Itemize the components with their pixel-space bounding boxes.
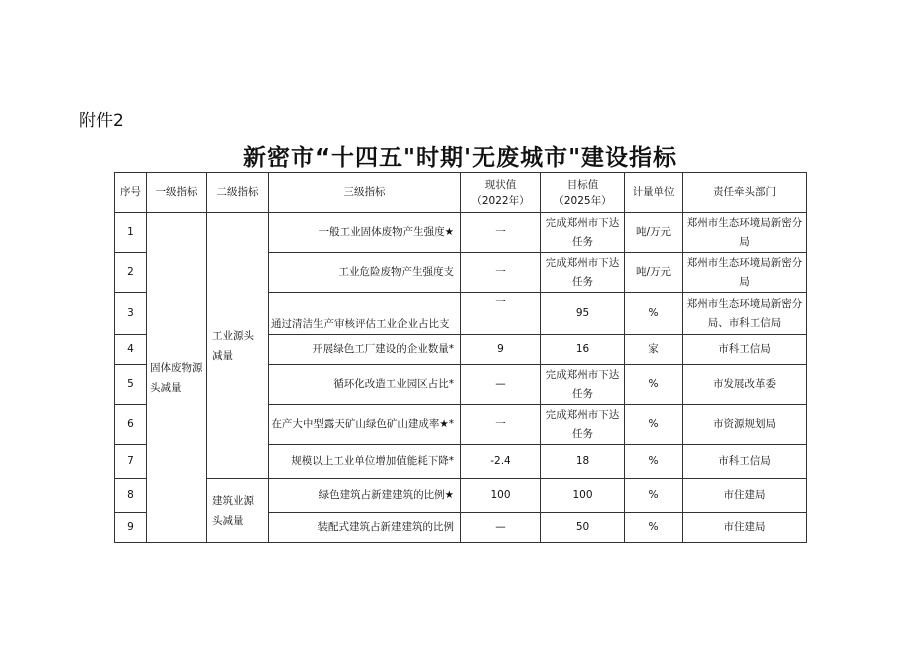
attachment-label: 附件2 (79, 111, 124, 131)
cell-unit: 家 (625, 335, 683, 365)
cell-unit: % (625, 445, 683, 479)
cell-target: 18 (541, 445, 625, 479)
cell-unit: % (625, 365, 683, 405)
cell-dept: 郑州市生态环境局新密分局、市科工信局 (683, 293, 807, 335)
cell-current: -2.4 (461, 445, 541, 479)
cell-unit: 吨/万元 (625, 253, 683, 293)
cell-current: 9 (461, 335, 541, 365)
header-level1: 一级指标 (147, 173, 207, 213)
header-unit: 计量单位 (625, 173, 683, 213)
header-current-main: 现状值 (484, 178, 517, 191)
cell-seq: 9 (115, 513, 147, 543)
cell-indicator: 绿色建筑占新建建筑的比例★ (269, 479, 461, 513)
cell-indicator: 工业危险废物产生强度支 (269, 253, 461, 293)
cell-current: 100 (461, 479, 541, 513)
cell-current: 一 (461, 253, 541, 293)
header-target-sub: （2025年） (553, 194, 612, 207)
header-target (541, 173, 625, 213)
cell-dept: 市发展改革委 (683, 365, 807, 405)
header-level2: 二级指标 (207, 173, 269, 213)
cell-dept: 市科工信局 (683, 335, 807, 365)
cell-current: 一 (461, 405, 541, 445)
table-row (115, 213, 807, 253)
cell-unit: 吨/万元 (625, 213, 683, 253)
cell-target: 完成郑州市下达任务 (541, 405, 625, 445)
header-level3: 三级指标 (269, 173, 461, 213)
cell-current: 一 (461, 293, 541, 335)
cell-seq: 5 (115, 365, 147, 405)
cell-unit: % (625, 479, 683, 513)
cell-target: 完成郑州市下达任务 (541, 365, 625, 405)
header-dept: 责任牵头部门 (683, 173, 807, 213)
cell-target: 完成郑州市下达任务 (541, 213, 625, 253)
header-current-sub: （2022年） (471, 194, 530, 207)
table-header-row (115, 173, 807, 213)
cell-indicator: 装配式建筑占新建建筑的比例 (269, 513, 461, 543)
cell-current: 一 (461, 213, 541, 253)
cell-indicator: 通过清洁生产审核评估工业企业占比支 (269, 293, 461, 335)
cell-dept: 郑州市生态环境局新密分局 (683, 213, 807, 253)
cell-indicator: 在产大中型露天矿山绿色矿山建成率★* (269, 405, 461, 445)
cell-seq: 4 (115, 335, 147, 365)
cell-seq: 2 (115, 253, 147, 293)
cell-target: 16 (541, 335, 625, 365)
cell-indicator: 开展绿色工厂建设的企业数量* (269, 335, 461, 365)
cell-level2: 工业源头减量 (207, 213, 269, 479)
cell-seq: 6 (115, 405, 147, 445)
cell-target: 50 (541, 513, 625, 543)
cell-target: 95 (541, 293, 625, 335)
cell-seq: 1 (115, 213, 147, 253)
cell-dept: 市住建局 (683, 479, 807, 513)
cell-target: 100 (541, 479, 625, 513)
cell-target: 完成郑州市下达任务 (541, 253, 625, 293)
cell-indicator: 一般工业固体废物产生强度★ (269, 213, 461, 253)
cell-unit: % (625, 513, 683, 543)
header-current (461, 173, 541, 213)
cell-dept: 市科工信局 (683, 445, 807, 479)
indicator-table (114, 172, 807, 543)
cell-seq: 3 (115, 293, 147, 335)
cell-seq: 8 (115, 479, 147, 513)
header-seq: 序号 (115, 173, 147, 213)
table-row (115, 479, 807, 513)
cell-unit: % (625, 405, 683, 445)
cell-level2: 建筑业源头减量 (207, 479, 269, 543)
document-title: 新密市“十四五"时期'无废城市"建设指标 (242, 145, 678, 171)
cell-dept: 市住建局 (683, 513, 807, 543)
cell-dept: 郑州市生态环境局新密分局 (683, 253, 807, 293)
cell-unit: % (625, 293, 683, 335)
header-target-main: 目标值 (566, 178, 599, 191)
cell-seq: 7 (115, 445, 147, 479)
cell-current: — (461, 365, 541, 405)
cell-current: — (461, 513, 541, 543)
cell-indicator: 循环化改造工业园区占比* (269, 365, 461, 405)
cell-dept: 市资源规划局 (683, 405, 807, 445)
cell-level1: 固体废物源头减量 (147, 213, 207, 543)
cell-indicator: 规模以上工业单位增加值能耗下降* (269, 445, 461, 479)
